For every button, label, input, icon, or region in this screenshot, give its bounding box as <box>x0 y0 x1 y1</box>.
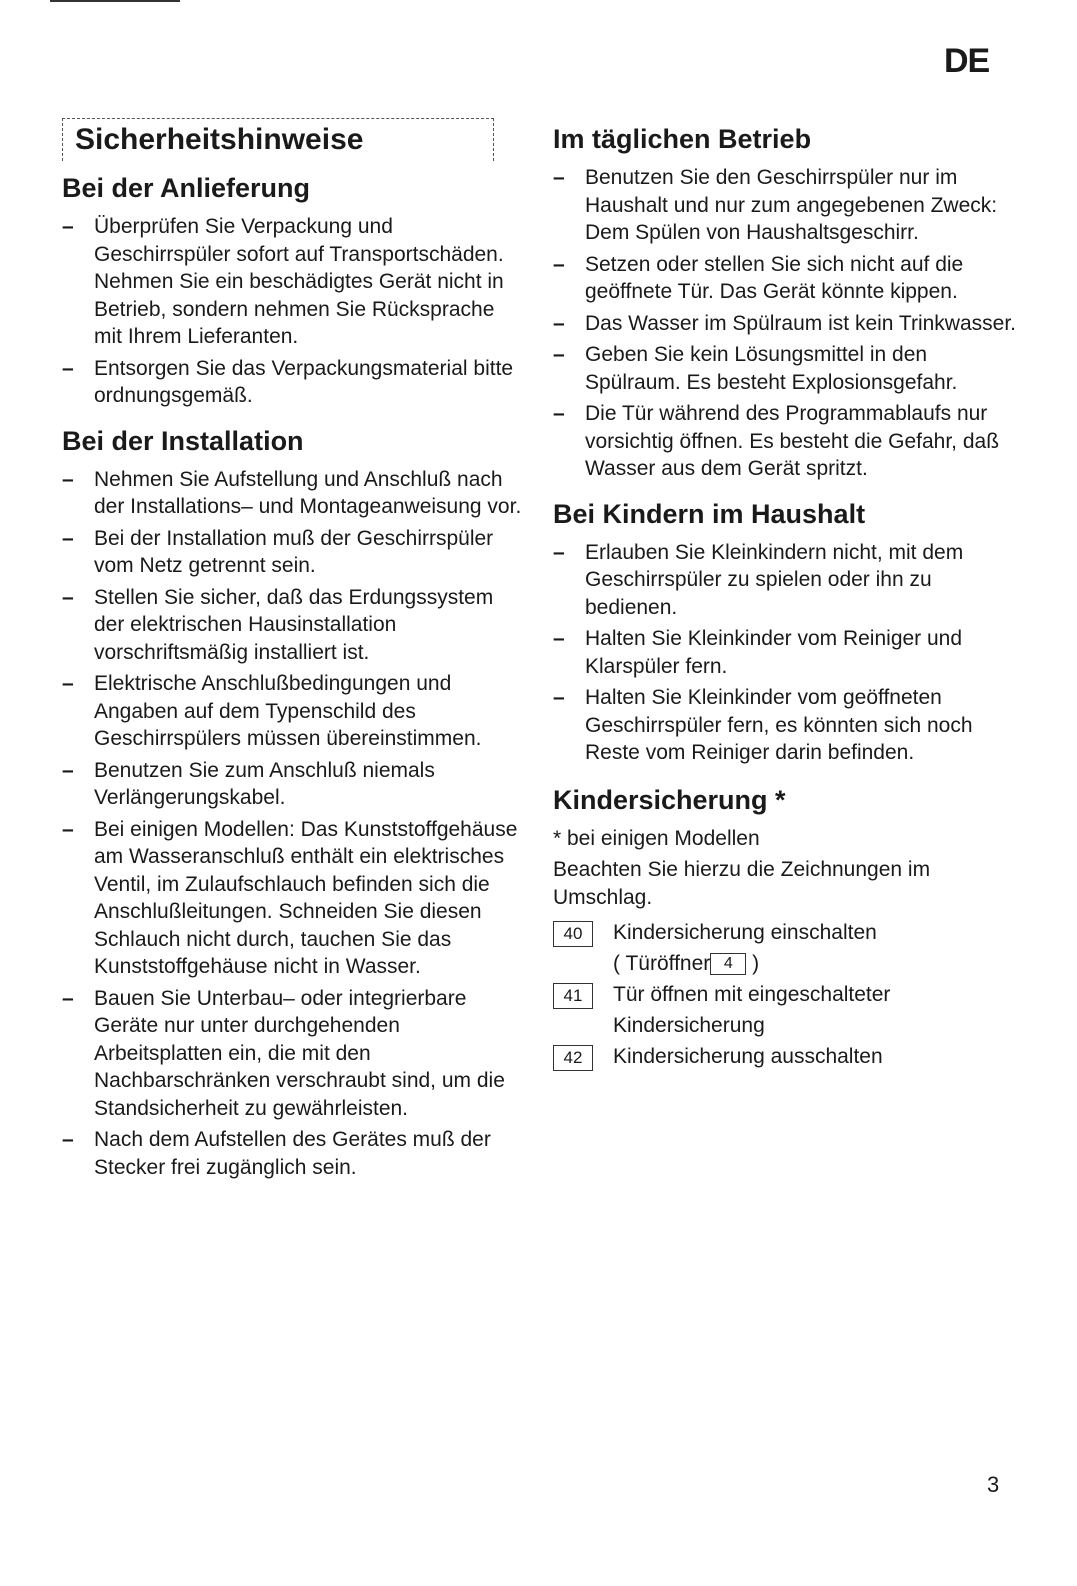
list-item: – Entsorgen Sie das Verpackungsmaterial bitte ordnungsgemäß. <box>62 356 514 407</box>
figure-inline-number-box: 4 <box>710 953 746 975</box>
page-number: 3 <box>987 1472 1000 1497</box>
dash-bullet: – <box>553 166 565 189</box>
children-list <box>553 539 1023 767</box>
heading-installation: Bei der Installation <box>62 425 304 456</box>
figure-text: Kindersicherung einschalten <box>613 921 877 944</box>
daily-list <box>553 164 1023 483</box>
dash-bullet: – <box>62 585 74 609</box>
installation-list <box>62 466 522 1182</box>
figure-ref-row <box>553 917 1023 979</box>
dash-bullet: – <box>62 356 74 380</box>
list-item: – Benutzen Sie den Geschirrspüler nur im Haushalt und nur zum angegebenen Zweck: Dem Spülen von Haushaltsgeschirr. <box>553 166 998 244</box>
dash-bullet: – <box>553 686 565 709</box>
list-item: – Das Wasser im Spülraum ist kein Trinkwasser. <box>553 310 1023 338</box>
dash-bullet: – <box>553 252 565 276</box>
heading-delivery: Bei der Anlieferung <box>62 173 311 203</box>
dash-bullet: – <box>62 467 74 491</box>
dash-bullet: – <box>62 758 74 782</box>
list-item: – Geben Sie kein Lösungsmittel in den Spülraum. Es besteht Explosionsgefahr. <box>553 343 958 394</box>
dash-bullet: – <box>62 817 74 841</box>
list-item: – Benutzen Sie zum Anschluß niemals Verlängerungskabel. <box>62 758 435 809</box>
figure-number-box: 42 <box>553 1045 593 1071</box>
list-item: – Halten Sie Kleinkinder vom Reiniger und Klarspüler fern. <box>553 627 963 678</box>
list-item: – Erlauben Sie Kleinkindern nicht, mit dem Geschirrspüler zu spielen oder ihn zu bedienen. <box>553 540 964 619</box>
figure-text: Tür öffnen mit eingeschalteter Kindersicherung <box>613 983 891 1037</box>
figure-ref-row <box>553 1041 1023 1072</box>
list-item: – Bei einigen Modellen: Das Kunststoffgehäuse am Wasseranschluß enthält ein elektrisches Ventil, im Zulaufschlauch befinden sich die Anschlußleitungen. Schneiden Sie diesen Schlauch nicht durch, tauchen Sie das Kunststoffgehäuse nicht in Wasser. <box>62 817 518 978</box>
dash-bullet: – <box>553 343 565 366</box>
list-item: – Bauen Sie Unterbau– oder integrierbare Geräte nur unter durchgehenden Arbeitsplatten ein, die mit den Nachbarschränken verschraubt sind, um die Standsicherheit zu gewährleisten. <box>62 986 505 1120</box>
dash-bullet: – <box>62 986 74 1010</box>
heading-daily: Im täglichen Betrieb <box>553 124 812 154</box>
language-label: DE <box>944 42 990 80</box>
delivery-list <box>62 213 522 410</box>
childlock-intro: Beachten Sie hierzu die Zeichnungen im Umschlag. <box>553 858 931 909</box>
footnote: * bei einigen Modellen <box>553 826 760 850</box>
top-rule <box>50 0 180 2</box>
dash-bullet: – <box>62 672 74 695</box>
list-item: – Elektrische Anschlußbedingungen und Angaben auf dem Typenschild des Geschirrspülers müssen übereinstimmen. <box>62 672 482 750</box>
list-item: – Stellen Sie sicher, daß das Erdungssystem der elektrischen Hausinstallation vorschriftsmäßig installiert ist. <box>62 585 494 664</box>
heading-children: Bei Kindern im Haushalt <box>553 498 866 529</box>
left-column <box>62 118 522 1191</box>
dash-bullet: – <box>553 627 565 650</box>
list-item: – Nach dem Aufstellen des Gerätes muß der Stecker frei zugänglich sein. <box>62 1128 491 1179</box>
dash-bullet: – <box>553 540 565 564</box>
dash-bullet: – <box>62 1128 74 1151</box>
figure-number-box: 40 <box>553 921 593 947</box>
dash-bullet: – <box>62 526 74 550</box>
figure-subtext: ( Türöffner 4 ) <box>613 952 760 975</box>
dash-bullet: – <box>62 215 74 238</box>
list-item: – Nehmen Sie Aufstellung und Anschluß nach der Installations– und Montageanweisung vor. <box>62 467 522 518</box>
heading-childlock: Kindersicherung * <box>553 784 786 815</box>
section-title-box <box>62 118 494 161</box>
list-item: – Die Tür während des Programmablaufs nur vorsichtig öffnen. Es besteht die Gefahr, daß Wasser aus dem Gerät spritzt. <box>553 402 1000 480</box>
right-column <box>553 122 1023 1072</box>
list-item: – Setzen oder stellen Sie sich nicht auf die geöffnete Tür. Das Gerät könnte kippen. <box>553 252 964 303</box>
figure-number-box: 41 <box>553 983 593 1009</box>
dash-bullet: – <box>553 402 565 425</box>
section-title: Sicherheitshinweise <box>75 123 364 156</box>
list-item: – Bei der Installation muß der Geschirrspüler vom Netz getrennt sein. <box>62 526 494 577</box>
list-item: – Überprüfen Sie Verpackung und Geschirrspüler sofort auf Transportschäden. Nehmen Sie ein beschädigtes Gerät nicht in Betrieb, sondern nehmen Sie Rücksprache mit Ihrem Lieferanten. <box>62 215 504 348</box>
figure-text: Kindersicherung ausschalten <box>613 1045 883 1068</box>
list-item: – Halten Sie Kleinkinder vom geöffneten Geschirrspüler fern, es könnten sich noch Reste vom Reiniger darin befinden. <box>553 686 973 764</box>
dash-bullet: – <box>553 311 565 335</box>
figure-ref-row <box>553 979 1023 1041</box>
